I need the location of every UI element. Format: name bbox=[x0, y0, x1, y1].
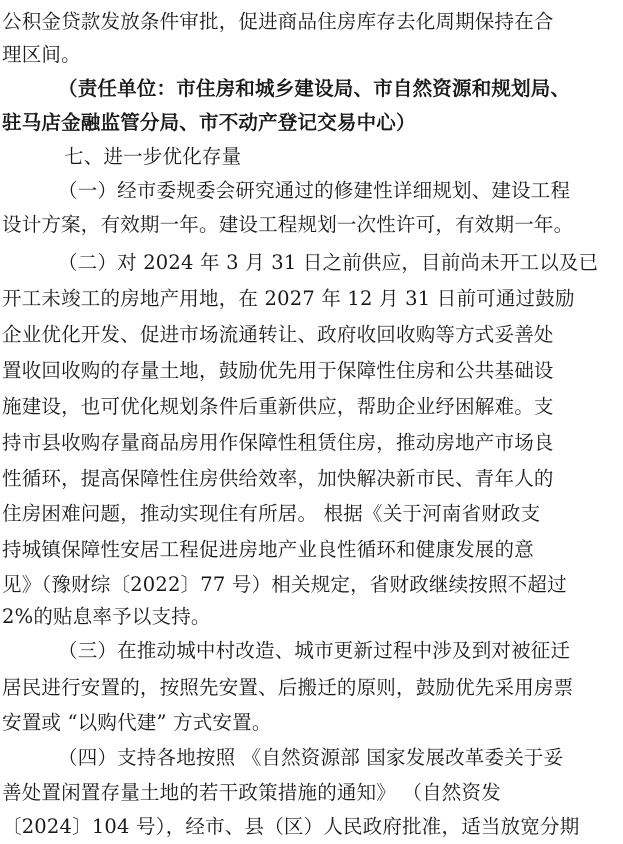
text-line: 置收回收购的存量土地，鼓励优先用于保障性住房和公共基础设 bbox=[2, 359, 554, 382]
text-line: 安置或 “以购代建” 方式安置。 bbox=[2, 711, 272, 734]
text-line: 〔2024〕104 号），经市、县（区）人民政府批准，适当放宽分期 bbox=[2, 815, 580, 838]
text-line: 2%的贴息率予以支持。 bbox=[2, 605, 211, 628]
text-line: 施建设，也可优化规划条件后重新供应，帮助企业纾困解难。支 bbox=[2, 395, 554, 418]
text-line: 公积金贷款发放条件审批，促进商品住房库存去化周期保持在合 bbox=[2, 10, 554, 33]
text-line: 居民进行安置的，按照先安置、后搬迁的原则，鼓励优先采用房票 bbox=[2, 676, 574, 699]
text-line: 开工未竣工的房地产用地，在 2027 年 12 月 31 日前可通过鼓励 bbox=[2, 287, 575, 310]
responsible-units-line: （责任单位：市住房和城乡建设局、市自然资源和规划局、 bbox=[58, 77, 571, 100]
text-line: 设计方案，有效期一年。建设工程规划一次性许可，有效期一年。 bbox=[2, 213, 574, 236]
section-heading: 七、进一步优化存量 bbox=[64, 145, 242, 168]
text-line: 善处置闲置存量土地的若干政策措施的通知》 （自然资发 bbox=[2, 781, 501, 804]
text-line: 性循环，提高保障性住房供给效率，加快解决新市民、青年人的 bbox=[2, 467, 554, 490]
text-line: 持城镇保障性安居工程促进房地产业良性循环和健康发展的意 bbox=[2, 538, 534, 561]
text-line: 持市县收购存量商品房用作保障性租赁住房，推动房地产市场良 bbox=[2, 431, 554, 454]
responsible-units-line: 驻马店金融监管分局、市不动产登记交易中心） bbox=[2, 111, 416, 134]
text-line: 住房困难问题，推动实现住有所居。 根据《关于河南省财政支 bbox=[2, 502, 541, 525]
text-line: 见》（豫财综〔2022〕77 号）相关规定，省财政继续按照不超过 bbox=[2, 573, 567, 596]
text-line: 企业优化开发、促进市场流通转让、政府收回收购等方式妥善处 bbox=[2, 323, 554, 346]
text-line: （三）在推动城中村改造、城市更新过程中涉及到对被征迁 bbox=[58, 639, 571, 662]
text-line: （四）支持各地按照 《自然资源部 国家发展改革委关于妥 bbox=[58, 746, 564, 769]
text-line: （二）对 2024 年 3 月 31 日之前供应，目前尚未开工以及已 bbox=[58, 251, 599, 274]
text-line: （一）经市委规委会研究通过的修建性详细规划、建设工程 bbox=[58, 179, 571, 202]
text-line: 理区间。 bbox=[2, 43, 81, 66]
